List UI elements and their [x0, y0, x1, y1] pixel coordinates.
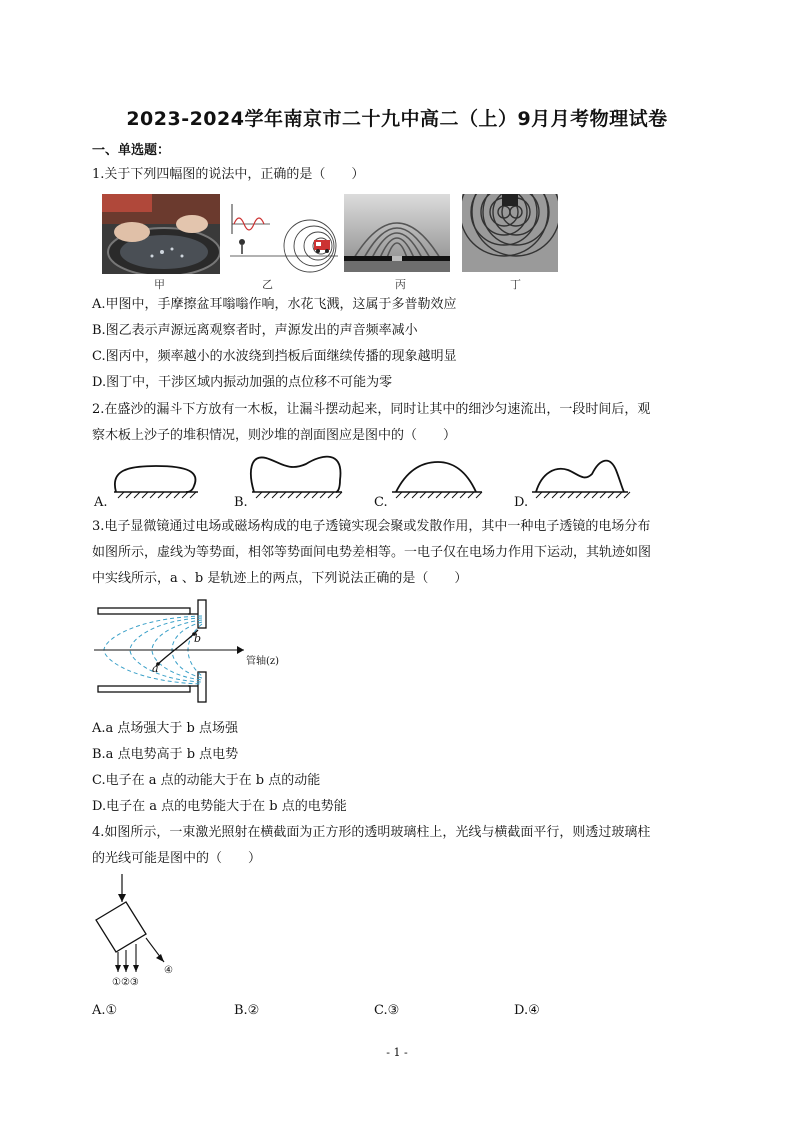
q3-stem-line3: 中实线所示，a 、b 是轨迹上的两点，下列说法正确的是（ ）: [92, 571, 468, 586]
q1-option-a[interactable]: A.甲图中，手摩擦盆耳嗡嗡作响，水花飞溅，这属于多普勒效应: [92, 297, 457, 312]
photo-jia-basin: [102, 194, 220, 274]
q3-option-d[interactable]: D.电子在 a 点的电势能大于在 b 点的电势能: [92, 799, 347, 814]
photo-bing-diffraction: [344, 194, 450, 272]
q2-label-c[interactable]: C.: [374, 495, 388, 510]
caption-bing: 丙: [395, 278, 406, 291]
q4-option-a[interactable]: A.①: [92, 1003, 118, 1018]
q1-option-d[interactable]: D.图丁中，干涉区域内振动加强的点位移不可能为零: [92, 375, 393, 390]
q1-stem: 1.关于下列四幅图的说法中，正确的是（ ）: [92, 167, 365, 182]
tube-axis-label: 管轴(z): [246, 656, 280, 667]
q4-option-d[interactable]: D.④: [514, 1003, 540, 1018]
q4-stem-line1: 4.如图所示，一束激光照射在横截面为正方形的透明玻璃柱上，光线与横截面平行，则透过玻璃柱: [92, 825, 651, 840]
figure-yi-doppler: [230, 194, 338, 274]
sand-profile-b: [248, 450, 348, 508]
point-a-label: a: [152, 662, 159, 675]
q4-option-c[interactable]: C.③: [374, 1003, 400, 1018]
q3-option-a[interactable]: A.a 点场强大于 b 点场强: [92, 721, 238, 736]
section-heading: 一、单选题：: [92, 143, 171, 158]
q1-option-b[interactable]: B.图乙表示声源远离观察者时，声源发出的声音频率减小: [92, 323, 418, 338]
q1-option-c[interactable]: C.图丙中，频率越小的水波绕到挡板后面继续传播的现象越明显: [92, 349, 457, 364]
q3-option-b[interactable]: B.a 点电势高于 b 点电势: [92, 747, 239, 762]
point-b-label: b: [194, 632, 202, 645]
caption-ding: 丁: [510, 278, 521, 291]
q2-stem-line1: 2.在盛沙的漏斗下方放有一木板，让漏斗摆动起来，同时让其中的细沙匀速流出，一段时间后，观: [92, 402, 651, 417]
ray-label-4: ④: [164, 965, 173, 976]
q3-stem-line2: 如图所示，虚线为等势面，相邻等势面间电势差相等。一电子仅在电场力作用下运动，其轨迹如图: [92, 545, 652, 560]
sand-profile-c: [388, 452, 486, 508]
page-number: - 1 -: [386, 1046, 408, 1059]
photo-ding-interference: [462, 194, 558, 272]
electron-lens-figure: [94, 596, 294, 708]
q3-option-c[interactable]: C.电子在 a 点的动能大于在 b 点的动能: [92, 773, 321, 788]
q4-stem-line2: 的光线可能是图中的（ ）: [92, 851, 262, 866]
q2-label-b[interactable]: B.: [234, 495, 248, 510]
q3-stem-line1: 3.电子显微镜通过电场或磁场构成的电子透镜实现会聚或发散作用，其中一种电子透镜的电场分布: [92, 519, 651, 534]
caption-yi: 乙: [262, 278, 273, 291]
q2-stem-line2: 察木板上沙子的堆积情况，则沙堆的剖面图应是图中的（ ）: [92, 428, 457, 443]
glass-prism-figure: [92, 872, 192, 982]
q4-option-b[interactable]: B.②: [234, 1003, 260, 1018]
page-title: 2023-2024学年南京市二十九中高二（上）9月月考物理试卷: [126, 108, 668, 130]
ray-labels-123: ①②③: [112, 977, 139, 988]
q2-label-a[interactable]: A.: [94, 495, 108, 510]
sand-profile-d: [528, 452, 632, 508]
q2-label-d[interactable]: D.: [514, 495, 529, 510]
sand-profile-a: [108, 452, 204, 508]
caption-jia: 甲: [154, 278, 165, 291]
